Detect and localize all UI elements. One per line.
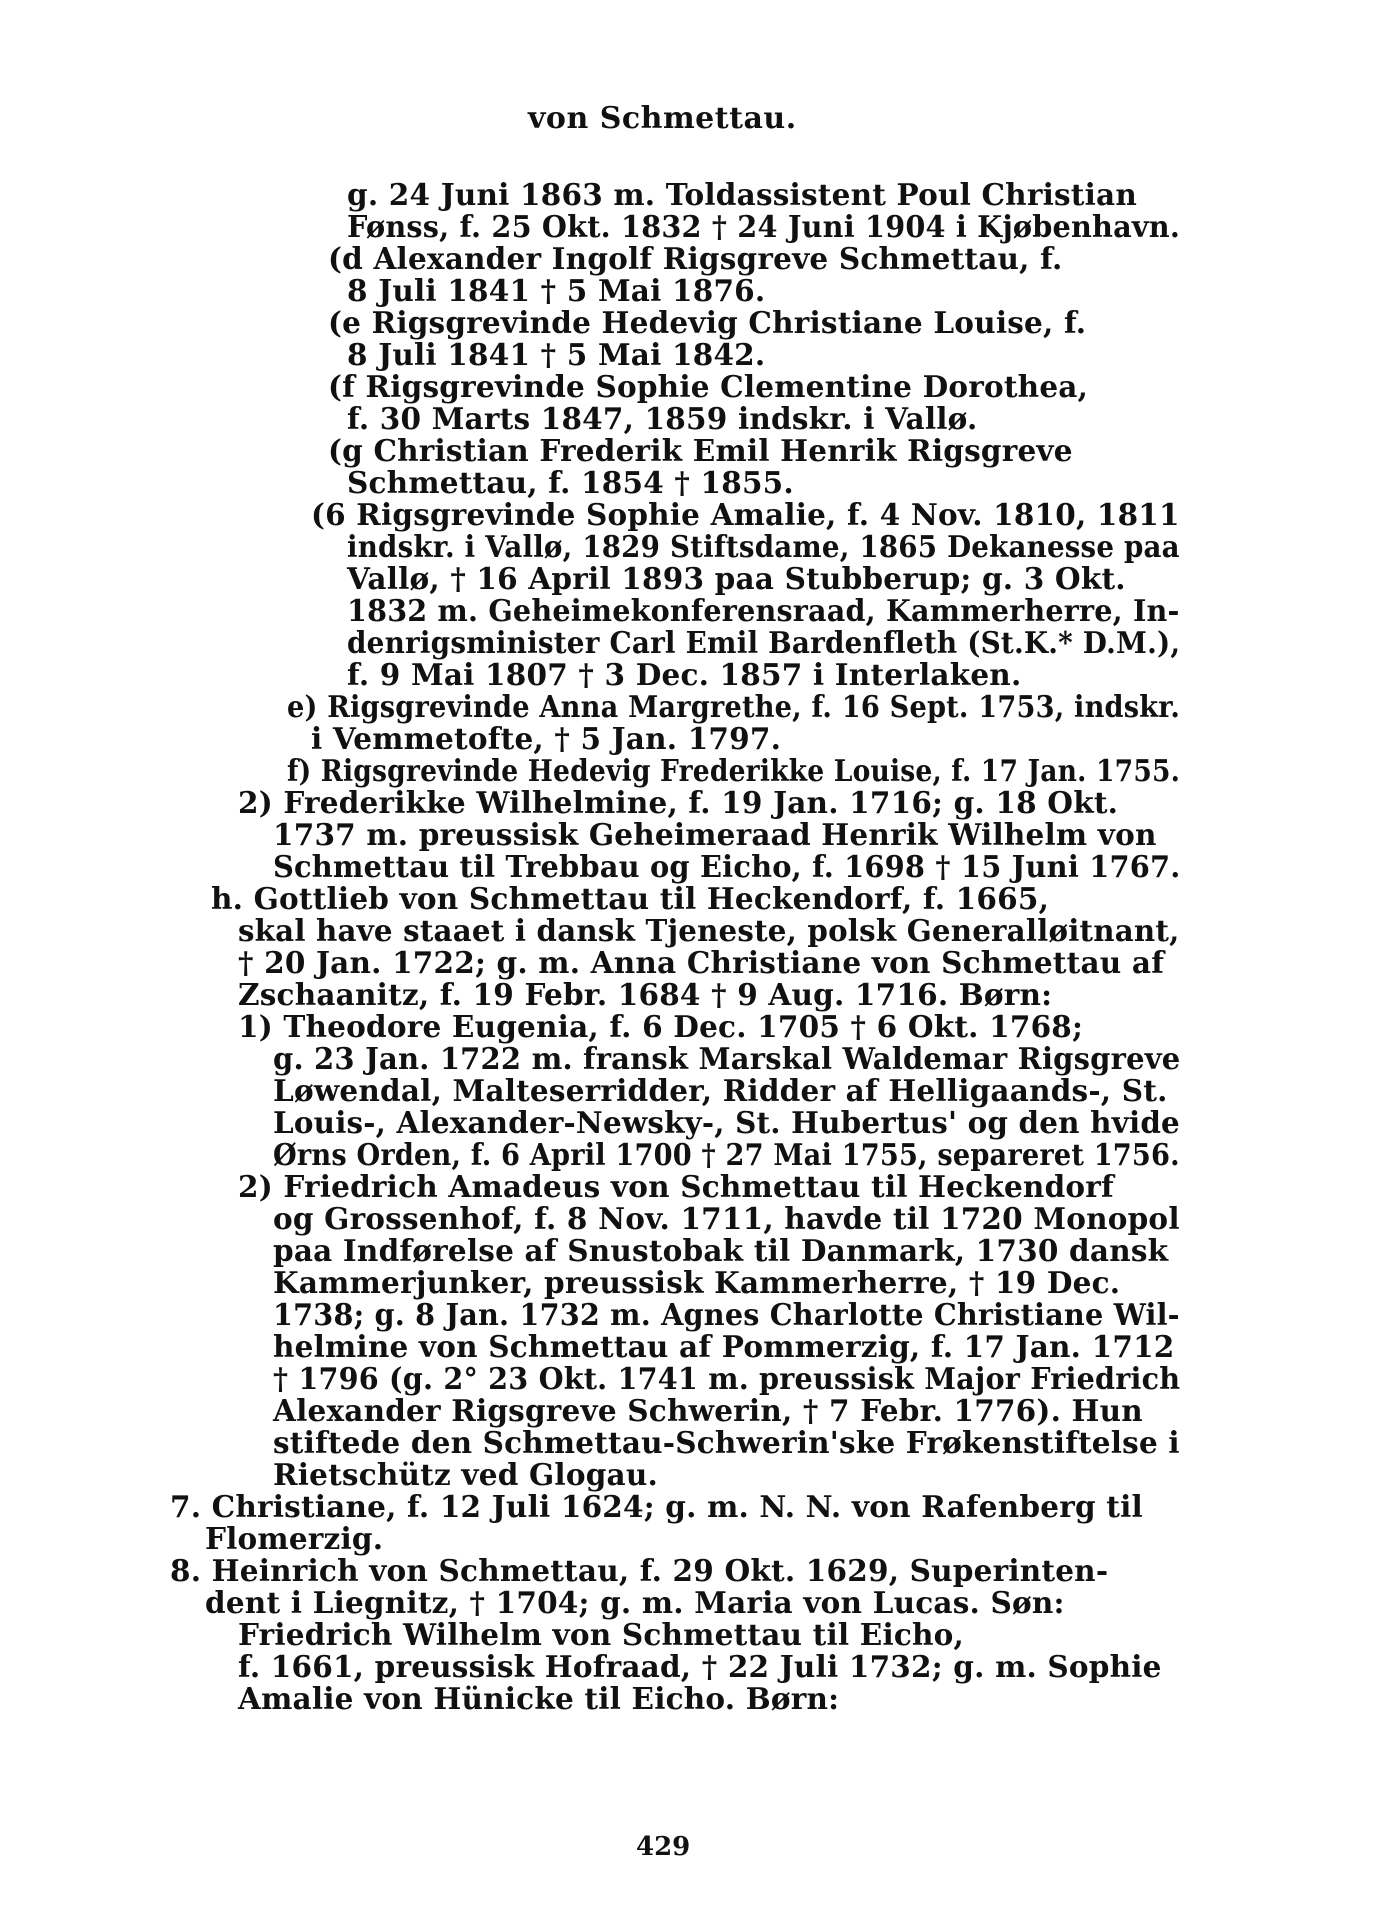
text-line: (g Christian Frederik Emil Henrik Rigsgreve xyxy=(328,433,1073,468)
text-line: og Grossenhof, f. 8 Nov. 1711, havde til 1720 Monopol xyxy=(273,1201,1180,1236)
text-line: Schmettau, f. 1854 † 1855. xyxy=(347,465,794,500)
text-line: Flomerzig. xyxy=(205,1521,384,1556)
text-line: f. 1661, preussisk Hofraad, † 22 Juli 1732; g. m. Sophie xyxy=(238,1649,1162,1684)
text-line: 8. Heinrich von Schmettau, f. 29 Okt. 1629, Superinten- xyxy=(170,1553,1109,1588)
text-line: skal have staaet i dansk Tjeneste, polsk Generalløitnant, xyxy=(238,913,1180,948)
text-line: Fønss, f. 25 Okt. 1832 † 24 Juni 1904 i Kjøbenhavn. xyxy=(347,209,1181,244)
text-line: denrigsminister Carl Emil Bardenfleth (St.K.* D.M.), xyxy=(347,625,1181,660)
text-line: Louis-, Alexander-Newsky-, St. Hubertus' og den hvide xyxy=(273,1105,1180,1140)
text-line: e) Rigsgrevinde Anna Margrethe, f. 16 Sept. 1753, indskr. xyxy=(287,689,1180,724)
text-line: (d Alexander Ingolf Rigsgreve Schmettau, f. xyxy=(328,241,1063,276)
text-line: f. 9 Mai 1807 † 3 Dec. 1857 i Interlaken. xyxy=(347,657,1022,692)
text-line: † 1796 (g. 2° 23 Okt. 1741 m. preussisk Major Friedrich xyxy=(273,1361,1181,1396)
text-line: g. 23 Jan. 1722 m. fransk Marskal Waldemar Rigsgreve xyxy=(273,1041,1181,1076)
text-line: Vallø, † 16 April 1893 paa Stubberup; g. 3 Okt. xyxy=(347,561,1126,596)
text-line: Schmettau til Trebbau og Eicho, f. 1698 † 15 Juni 1767. xyxy=(273,849,1181,884)
text-line: † 20 Jan. 1722; g. m. Anna Christiane von Schmettau af xyxy=(238,945,1165,980)
text-line: Alexander Rigsgreve Schwerin, † 7 Febr. 1776). Hun xyxy=(273,1393,1143,1428)
running-header: von Schmettau. xyxy=(528,101,797,136)
text-line: paa Indførelse af Snustobak til Danmark, 1730 dansk xyxy=(273,1233,1169,1268)
text-line: 2) Friedrich Amadeus von Schmettau til Heckendorf xyxy=(238,1169,1114,1204)
text-line: helmine von Schmettau af Pommerzig, f. 17 Jan. 1712 xyxy=(273,1329,1175,1364)
text-line: Løwendal, Malteserridder, Ridder af Helligaands-, St. xyxy=(273,1073,1168,1108)
text-line: 8 Juli 1841 † 5 Mai 1876. xyxy=(347,273,766,308)
text-line: (6 Rigsgrevinde Sophie Amalie, f. 4 Nov. 1810, 1811 xyxy=(311,497,1180,532)
text-line: 1832 m. Geheimekonferensraad, Kammerherre, In- xyxy=(347,593,1180,628)
text-line: 8 Juli 1841 † 5 Mai 1842. xyxy=(347,337,766,372)
text-line: Ørns Orden, f. 6 April 1700 † 27 Mai 1755, separeret 1756. xyxy=(273,1137,1180,1172)
text-line: f) Rigsgrevinde Hedevig Frederikke Louise, f. 17 Jan. 1755. xyxy=(287,753,1181,788)
text-line: f. 30 Marts 1847, 1859 indskr. i Vallø. xyxy=(347,401,978,436)
page-number: 429 xyxy=(636,1832,691,1862)
text-line: i Vemmetofte, † 5 Jan. 1797. xyxy=(311,721,782,756)
text-line: h. Gottlieb von Schmettau til Heckendorf, f. 1665, xyxy=(211,881,1050,916)
text-line: Zschaanitz, f. 19 Febr. 1684 † 9 Aug. 1716. Børn: xyxy=(238,977,1053,1012)
text-line: (f Rigsgrevinde Sophie Clementine Dorothea, xyxy=(328,369,1089,404)
text-line: 1738; g. 8 Jan. 1732 m. Agnes Charlotte Christiane Wil- xyxy=(273,1297,1180,1332)
text-line: Amalie von Hünicke til Eicho. Børn: xyxy=(238,1681,840,1716)
text-line: 7. Christiane, f. 12 Juli 1624; g. m. N. N. von Rafenberg til xyxy=(170,1489,1143,1524)
text-line: Kammerjunker, preussisk Kammerherre, † 19 Dec. xyxy=(273,1265,1121,1300)
text-line: 2) Frederikke Wilhelmine, f. 19 Jan. 1716; g. 18 Okt. xyxy=(238,785,1119,820)
text-line: g. 24 Juni 1863 m. Toldassistent Poul Christian xyxy=(347,177,1137,212)
text-line: 1) Theodore Eugenia, f. 6 Dec. 1705 † 6 Okt. 1768; xyxy=(238,1009,1084,1044)
text-line: Friedrich Wilhelm von Schmettau til Eicho, xyxy=(238,1617,965,1652)
text-line: (e Rigsgrevinde Hedevig Christiane Louise, f. xyxy=(328,305,1087,340)
text-line: Rietschütz ved Glogau. xyxy=(273,1457,658,1492)
text-line: 1737 m. preussisk Geheimeraad Henrik Wilhelm von xyxy=(273,817,1157,852)
text-line: indskr. i Vallø, 1829 Stiftsdame, 1865 Dekanesse paa xyxy=(347,529,1180,564)
text-line: stiftede den Schmettau-Schwerin'ske Frøkenstiftelse i xyxy=(273,1425,1180,1460)
text-line: dent i Liegnitz, † 1704; g. m. Maria von Lucas. Søn: xyxy=(205,1585,1065,1620)
